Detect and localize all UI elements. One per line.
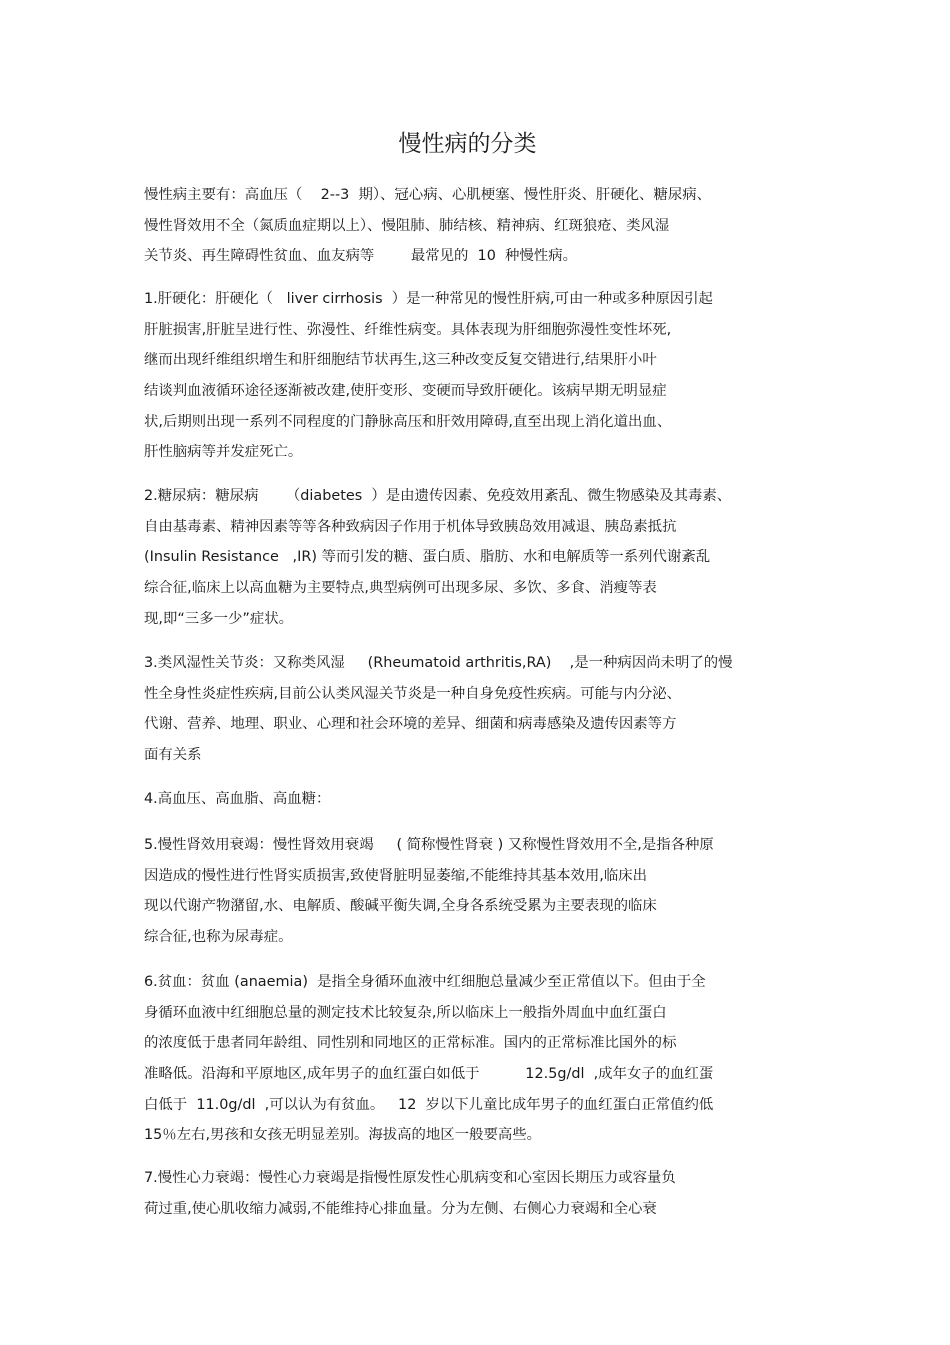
text-line: 现以代谢产物潴留,水、电解质、酸碱平衡失调,全身各系统受累为主要表现的临床 [144,898,657,915]
text-line: 关节炎、再生障碍性贫血、血友病等 最常见的 10 种慢性病。 [144,248,577,265]
text-line: 代谢、营养、地理、职业、心理和社会环境的差异、细菌和病毒感染及遗传因素等方 [144,716,677,733]
document-title: 慢性病的分类 [398,131,537,157]
text-line: 综合征,也称为尿毒症。 [144,929,293,946]
text-line: 15％左右,男孩和女孩无明显差别。海拔高的地区一般要高些。 [144,1127,542,1144]
text-line: 2.糖尿病：糖尿病 （diabetes ）是由遗传因素、免疫效用紊乱、微生物感染及其毒素、 [144,488,732,504]
text-line: 继而出现纤维组织增生和肝细胞结节状再生,这三种改变反复交错进行,结果肝小叶 [144,352,657,369]
text-line: 现,即“三多一少”症状。 [144,610,294,627]
paragraph-hypertension [144,784,804,815]
text-line: 4.高血压、高血脂、高血糖： [144,791,331,807]
text-line: 白低于 11.0g/dl ,可以认为有贫血。 12 岁以下儿童比成年男子的血红蛋白正常值约低 [144,1096,714,1113]
text-line: 5.慢性肾效用衰竭：慢性肾效用衰竭 ( 简称慢性肾衰 ) 又称慢性肾效用不全,是指各种原 [144,837,714,853]
paragraph-rheumatoid-arthritis [144,648,804,771]
text-line: 6.贫血：贫血 (anaemia) 是指全身循环血液中红细胞总量减少至正常值以下。但由于全 [144,974,706,990]
paragraph-heart-failure [144,1163,804,1224]
text-line: 肝脏损害,肝脏呈进行性、弥漫性、纤维性病变。具体表现为肝细胞弥漫性变性坏死, [144,321,672,338]
text-line: 自由基毒素、精神因素等等各种致病因子作用于机体导致胰岛效用减退、胰岛素抵抗 [144,518,677,535]
text-line: 综合征,临床上以高血糖为主要特点,典型病例可出现多尿、多饮、多食、消瘦等表 [144,580,657,597]
text-line: 准略低。沿海和平原地区,成年男子的血红蛋白如低于 12.5g/dl ,成年女子的血红蛋 [144,1066,714,1083]
paragraph-anaemia [144,967,804,1151]
paragraph-liver-cirrhosis [144,284,804,468]
text-line: 的浓度低于患者同年龄组、同性别和同地区的正常标准。国内的正常标准比国外的标 [144,1035,677,1052]
text-line: 慢性病主要有：高血压（ 2--3 期）、冠心病、心肌梗塞、慢性肝炎、肝硬化、糖尿病、 [144,187,712,203]
text-line: 身循环血液中红细胞总量的测定技术比较复杂,所以临床上一般指外周血中血红蛋白 [144,1004,667,1021]
text-line: 结谈判血液循环途径逐渐被改建,使肝变形、变硬而导致肝硬化。该病早期无明显症 [144,383,667,400]
text-line: 慢性肾效用不全（氮质血症期以上）、慢阻肺、肺结核、精神病、红斑狼疮、类风湿 [144,217,670,234]
text-line: 状,后期则出现一系列不同程度的门静脉高压和肝效用障碍,直至出现上消化道出血、 [144,413,672,430]
text-line: 3.类风湿性关节炎：又称类风湿 (Rheumatoid arthritis,RA) ,是一种病因尚未明了的慢 [144,655,733,671]
paragraph-intro [144,180,804,272]
text-line: 因造成的慢性进行性肾实质损害,致使肾脏明显萎缩,不能维持其基本效用,临床出 [144,867,648,884]
text-line: 面有关系 [144,747,202,764]
text-line: 肝性脑病等并发症死亡。 [144,444,303,461]
text-line: (Insulin Resistance ,IR) 等而引发的糖、蛋白质、脂肪、水和电解质等一系列代谢紊乱 [144,549,711,566]
text-line: 荷过重,使心肌收缩力减弱,不能维持心排血量。分为左侧、右侧心力衰竭和全心衰 [144,1200,657,1217]
text-line: 7.慢性心力衰竭：慢性心力衰竭是指慢性原发性心肌病变和心室因长期压力或容量负 [144,1170,676,1186]
text-line: 性全身性炎症性疾病,目前公认类风湿关节炎是一种自身免疫性疾病。可能与内分泌、 [144,685,682,702]
paragraph-renal-failure [144,830,804,953]
paragraph-diabetes [144,481,804,634]
text-line: 1.肝硬化：肝硬化（ liver cirrhosis ）是一种常见的慢性肝病,可由一种或多种原因引起 [144,291,713,307]
